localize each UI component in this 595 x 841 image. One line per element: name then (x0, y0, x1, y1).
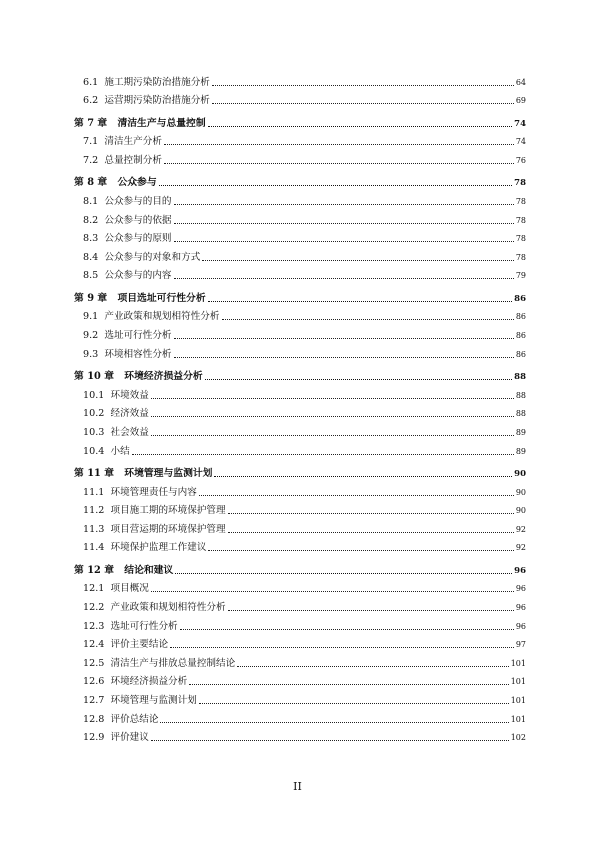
toc-entry-number: 9.1 (83, 311, 99, 323)
toc-entry-number: 11.1 (83, 486, 105, 498)
toc-leader-dots (180, 629, 514, 630)
toc-entry-page: 96 (515, 621, 526, 631)
toc-leader-dots (174, 223, 514, 224)
toc-entry-title: 清洁生产与总量控制 (117, 117, 206, 129)
toc-section-entry[interactable] (74, 323, 526, 342)
toc-entry-number: 第 10 章 (74, 371, 115, 383)
toc-entry-page: 76 (515, 155, 526, 165)
toc-entry-number: 12.5 (83, 657, 105, 669)
toc-entry-page: 96 (515, 584, 526, 594)
toc-entry-page: 101 (510, 696, 526, 706)
toc-entry-number: 8.1 (83, 195, 99, 207)
toc-entry-page: 90 (515, 506, 526, 516)
toc-entry-number: 第 12 章 (74, 564, 115, 576)
toc-entry-title: 运营期污染防治措施分析 (104, 95, 210, 107)
toc-entry-title: 清洁生产分析 (104, 136, 162, 148)
toc-entry-number: 10.2 (83, 408, 105, 420)
toc-entry-page: 79 (515, 271, 526, 281)
toc-leader-dots (160, 722, 508, 723)
toc-entry-spacer (114, 468, 124, 480)
toc-entry-title: 评价总结论 (110, 713, 159, 725)
toc-leader-dots (222, 319, 514, 320)
toc-entry-number: 8.2 (83, 214, 99, 226)
toc-entry-page: 101 (510, 658, 526, 668)
toc-entry-page: 96 (514, 565, 526, 576)
toc-entry-spacer (114, 565, 124, 577)
toc-entry-title: 选址可行性分析 (110, 620, 178, 632)
toc-entry-title: 公众参与的内容 (104, 270, 172, 282)
toc-entry-page: 89 (515, 446, 526, 456)
toc-section-entry[interactable] (74, 227, 526, 246)
toc-entry-page: 78 (515, 215, 526, 225)
toc-entry-number: 12.2 (83, 602, 105, 614)
toc-entry-number: 第 8 章 (74, 177, 108, 189)
toc-leader-dots (175, 573, 512, 574)
toc-entry-number: 12.9 (83, 732, 105, 744)
toc-entry-title: 产业政策和规划相符性分析 (104, 311, 220, 323)
toc-entry-page: 86 (514, 293, 526, 304)
toc-leader-dots (151, 416, 514, 417)
toc-section-entry[interactable] (74, 726, 526, 745)
toc-section-entry[interactable] (74, 89, 526, 108)
toc-chapter-entry[interactable] (74, 170, 526, 190)
toc-section-entry[interactable] (74, 439, 526, 458)
toc-entry-title: 项目选址可行性分析 (117, 292, 206, 304)
toc-leader-dots (151, 740, 509, 741)
toc-section-entry[interactable] (74, 245, 526, 264)
toc-entry-page: 101 (510, 714, 526, 724)
toc-entry-number: 12.7 (83, 695, 105, 707)
toc-entry-number: 10.1 (83, 389, 105, 401)
toc-entry-number: 12.8 (83, 713, 105, 725)
toc-leader-dots (174, 338, 514, 339)
toc-section-entry[interactable] (74, 70, 526, 89)
toc-entry-title: 产业政策和规划相符性分析 (110, 602, 226, 614)
toc-section-entry[interactable] (74, 595, 526, 614)
toc-leader-dots (228, 610, 514, 611)
toc-section-entry[interactable] (74, 148, 526, 167)
toc-leader-dots (228, 513, 514, 514)
toc-entry-title: 公众参与的目的 (104, 195, 172, 207)
toc-entry-page: 96 (515, 603, 526, 613)
toc-leader-dots (174, 241, 514, 242)
toc-entry-title: 经济效益 (110, 408, 149, 420)
toc-leader-dots (189, 684, 508, 685)
toc-entry-page: 90 (515, 487, 526, 497)
toc-entry-number: 6.1 (83, 76, 99, 88)
toc-entry-number: 12.3 (83, 620, 105, 632)
page-number: II (293, 780, 302, 793)
toc-section-entry[interactable] (74, 130, 526, 149)
toc-leader-dots (212, 103, 514, 104)
toc-entry-page: 88 (514, 372, 526, 383)
toc-entry-number: 7.1 (83, 136, 99, 148)
toc-entry-page: 86 (515, 312, 526, 322)
toc-entry-page: 90 (514, 469, 526, 479)
toc-entry-number: 第 11 章 (74, 468, 115, 479)
toc-leader-dots (151, 435, 514, 436)
toc-section-entry[interactable] (74, 499, 526, 518)
toc-entry-title: 小结 (110, 445, 130, 457)
toc-entry-number: 11.2 (83, 505, 105, 517)
toc-entry-page: 92 (515, 524, 526, 534)
toc-section-entry[interactable] (74, 670, 526, 689)
toc-entry-spacer (107, 293, 117, 305)
toc-entry-title: 项目营运期的环境保护管理 (110, 523, 226, 535)
toc-entry-page: 86 (515, 331, 526, 341)
toc-entry-title: 环境效益 (110, 389, 149, 401)
toc-entry-title: 环境管理与监测计划 (110, 695, 197, 707)
toc-leader-dots (164, 144, 514, 145)
toc-chapter-entry[interactable] (74, 285, 526, 305)
toc-entry-title: 公众参与的依据 (104, 214, 172, 226)
toc-entry-page: 88 (515, 409, 526, 419)
toc-entry-page: 78 (515, 234, 526, 244)
toc-section-entry[interactable] (74, 383, 526, 402)
toc-leader-dots (174, 278, 514, 279)
toc-entry-spacer (114, 371, 124, 383)
toc-section-entry[interactable] (74, 651, 526, 670)
toc-entry-number: 11.4 (83, 542, 105, 554)
toc-entry-number: 第 9 章 (74, 292, 108, 304)
toc-entry-spacer (107, 177, 117, 189)
toc-entry-title: 总量控制分析 (104, 154, 162, 166)
toc-entry-number: 10.4 (83, 445, 105, 457)
toc-entry-page: 89 (515, 427, 526, 437)
toc-entry-title: 社会效益 (110, 426, 149, 438)
toc-chapter-entry[interactable] (74, 364, 526, 384)
toc-entry-title: 结论和建议 (124, 564, 174, 576)
toc-entry-page: 74 (514, 118, 526, 129)
toc-entry-number: 8.4 (83, 251, 99, 263)
toc-section-entry[interactable] (74, 707, 526, 726)
toc-leader-dots (208, 301, 513, 302)
toc-entry-title: 清洁生产与排放总量控制结论 (110, 657, 236, 669)
toc-entry-title: 评价建议 (110, 732, 149, 744)
toc-entry-page: 97 (515, 640, 526, 650)
toc-entry-number: 11.3 (83, 523, 105, 535)
toc-leader-dots (170, 647, 514, 648)
toc-section-entry[interactable] (74, 208, 526, 227)
toc-entry-title: 施工期污染防治措施分析 (104, 76, 210, 88)
toc-leader-dots (228, 532, 514, 533)
toc-entry-title: 环境经济损益分析 (124, 371, 203, 383)
toc-leader-dots (151, 398, 514, 399)
toc-leader-dots (151, 591, 514, 592)
toc-chapter-entry[interactable] (74, 557, 526, 577)
toc-entry-spacer (107, 118, 117, 130)
toc-entry-number: 12.6 (83, 676, 105, 688)
toc-entry-number: 7.2 (83, 154, 99, 166)
toc-leader-dots (159, 185, 513, 186)
toc-section-entry[interactable] (74, 688, 526, 707)
toc-entry-title: 环境相容性分析 (104, 348, 172, 360)
toc-section-entry[interactable] (74, 305, 526, 324)
toc-leader-dots (214, 476, 512, 477)
toc-section-entry[interactable] (74, 402, 526, 421)
toc-chapter-entry[interactable] (74, 110, 526, 130)
toc-entry-page: 78 (515, 252, 526, 262)
toc-section-entry[interactable] (74, 517, 526, 536)
toc-entry-number: 第 7 章 (74, 117, 108, 129)
toc-entry-number: 8.3 (83, 233, 99, 245)
toc-section-entry[interactable] (74, 633, 526, 652)
toc-section-entry[interactable] (74, 342, 526, 361)
table-of-contents (74, 70, 526, 744)
toc-leader-dots (174, 357, 514, 358)
toc-leader-dots (132, 454, 514, 455)
toc-entry-number: 9.3 (83, 348, 99, 360)
toc-leader-dots (212, 85, 514, 86)
toc-entry-page: 86 (515, 349, 526, 359)
toc-entry-page: 69 (515, 96, 526, 106)
toc-leader-dots (205, 379, 512, 380)
toc-section-entry[interactable] (74, 420, 526, 439)
toc-entry-page: 101 (510, 677, 526, 687)
toc-entry-number: 10.3 (83, 426, 105, 438)
toc-leader-dots (202, 260, 514, 261)
toc-chapter-entry[interactable] (74, 461, 526, 481)
toc-entry-title: 环境管理责任与内容 (110, 486, 197, 498)
toc-leader-dots (208, 126, 513, 127)
toc-section-entry[interactable] (74, 614, 526, 633)
toc-entry-page: 74 (515, 137, 526, 147)
toc-section-entry[interactable] (74, 264, 526, 283)
toc-entry-title: 公众参与的对象和方式 (104, 251, 201, 263)
toc-entry-title: 项目施工期的环境保护管理 (110, 505, 226, 517)
toc-leader-dots (208, 550, 513, 551)
toc-leader-dots (199, 703, 509, 704)
toc-entry-title: 评价主要结论 (110, 639, 169, 651)
toc-entry-page: 88 (515, 390, 526, 400)
toc-leader-dots (174, 204, 514, 205)
toc-entry-page: 78 (515, 196, 526, 206)
toc-entry-title: 环境保护监理工作建议 (110, 542, 207, 554)
toc-entry-title: 公众参与的原则 (104, 233, 172, 245)
toc-section-entry[interactable] (74, 480, 526, 499)
toc-leader-dots (237, 666, 509, 667)
toc-entry-title: 环境管理与监测计划 (124, 468, 213, 479)
toc-entry-number: 8.5 (83, 270, 99, 282)
toc-entry-page: 64 (515, 77, 526, 87)
toc-entry-page: 102 (510, 733, 526, 743)
toc-section-entry[interactable] (74, 189, 526, 208)
toc-entry-title: 项目概况 (110, 583, 149, 595)
toc-entry-page: 92 (515, 543, 526, 553)
toc-section-entry[interactable] (74, 536, 526, 555)
toc-entry-title: 环境经济损益分析 (110, 676, 188, 688)
toc-entry-number: 9.2 (83, 330, 99, 342)
toc-entry-title: 公众参与 (117, 177, 157, 189)
toc-entry-title: 选址可行性分析 (104, 330, 172, 342)
toc-entry-page: 78 (514, 178, 526, 189)
toc-entry-number: 12.1 (83, 583, 105, 595)
toc-section-entry[interactable] (74, 577, 526, 596)
toc-leader-dots (199, 495, 514, 496)
toc-entry-number: 12.4 (83, 639, 105, 651)
toc-entry-number: 6.2 (83, 95, 99, 107)
toc-leader-dots (164, 163, 514, 164)
